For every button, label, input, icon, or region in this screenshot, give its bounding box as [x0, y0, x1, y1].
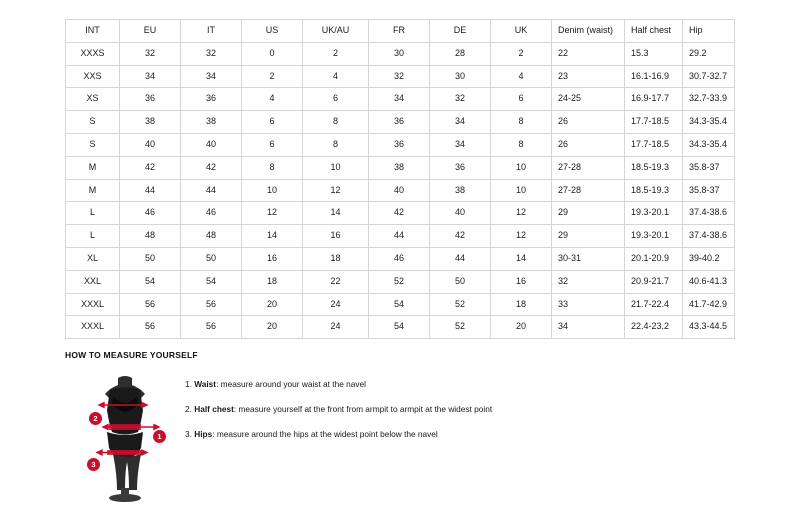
badge-2: 2: [89, 412, 102, 425]
table-row: [66, 65, 735, 88]
cell-us: 6: [242, 133, 303, 156]
cell-hip: 35.8-37: [683, 156, 735, 179]
column-header-it: IT: [181, 20, 242, 43]
cell-denim-waist: 33: [552, 293, 625, 316]
step-number-3: 3.: [185, 428, 192, 439]
cell-fr: 30: [369, 42, 430, 65]
cell-us: 8: [242, 156, 303, 179]
cell-de: 50: [430, 270, 491, 293]
cell-denim-waist: 24-25: [552, 88, 625, 111]
cell-ukau: 8: [303, 133, 369, 156]
cell-eu: 48: [120, 225, 181, 248]
cell-us: 20: [242, 293, 303, 316]
cell-it: 48: [181, 225, 242, 248]
cell-fr: 54: [369, 316, 430, 339]
table-row: [66, 247, 735, 270]
cell-eu: 50: [120, 247, 181, 270]
how-to-measure-section: [65, 350, 735, 504]
cell-it: 34: [181, 65, 242, 88]
cell-fr: 36: [369, 133, 430, 156]
cell-eu: 32: [120, 42, 181, 65]
cell-hip: 34.3-35.4: [683, 133, 735, 156]
cell-de: 36: [430, 156, 491, 179]
table-row: [66, 225, 735, 248]
cell-fr: 52: [369, 270, 430, 293]
table-row: [66, 111, 735, 134]
step-text-half-chest: : measure yourself at the front from armpit to armpit at the widest point: [233, 403, 493, 414]
cell-de: 52: [430, 316, 491, 339]
cell-ukau: 6: [303, 88, 369, 111]
cell-denim-waist: 30-31: [552, 247, 625, 270]
cell-half-chest: 20.9-21.7: [625, 270, 683, 293]
cell-us: 18: [242, 270, 303, 293]
cell-it: 40: [181, 133, 242, 156]
cell-int: M: [66, 156, 120, 179]
cell-uk: 16: [491, 270, 552, 293]
cell-it: 56: [181, 316, 242, 339]
cell-hip: 40.6-41.3: [683, 270, 735, 293]
cell-eu: 44: [120, 179, 181, 202]
cell-us: 14: [242, 225, 303, 248]
cell-de: 52: [430, 293, 491, 316]
cell-ukau: 12: [303, 179, 369, 202]
cell-us: 6: [242, 111, 303, 134]
cell-de: 44: [430, 247, 491, 270]
cell-de: 34: [430, 111, 491, 134]
cell-de: 42: [430, 225, 491, 248]
cell-eu: 46: [120, 202, 181, 225]
cell-it: 54: [181, 270, 242, 293]
cell-hip: 41.7-42.9: [683, 293, 735, 316]
cell-uk: 14: [491, 247, 552, 270]
cell-half-chest: 21.7-22.4: [625, 293, 683, 316]
cell-denim-waist: 34: [552, 316, 625, 339]
cell-half-chest: 19.3-20.1: [625, 202, 683, 225]
cell-half-chest: 18.5-19.3: [625, 156, 683, 179]
cell-int: S: [66, 133, 120, 156]
cell-hip: 35.8-37: [683, 179, 735, 202]
cell-hip: 32.7-33.9: [683, 88, 735, 111]
cell-it: 56: [181, 293, 242, 316]
cell-eu: 56: [120, 316, 181, 339]
step-number-1: 1.: [185, 379, 192, 389]
table-row: [66, 88, 735, 111]
column-header-de: DE: [430, 20, 491, 43]
cell-half-chest: 18.5-19.3: [625, 179, 683, 202]
table-row: [66, 293, 735, 316]
cell-us: 4: [242, 88, 303, 111]
cell-ukau: 24: [303, 316, 369, 339]
how-to-measure-body: [65, 374, 735, 504]
cell-it: 42: [181, 156, 242, 179]
step-number-2: 2.: [185, 403, 192, 414]
cell-int: M: [66, 179, 120, 202]
cell-eu: 56: [120, 293, 181, 316]
cell-uk: 12: [491, 202, 552, 225]
cell-int: XL: [66, 247, 120, 270]
table-row: [66, 133, 735, 156]
measure-steps-list: [185, 374, 735, 455]
size-chart-header: [66, 20, 735, 43]
cell-hip: 37.4-38.6: [683, 202, 735, 225]
mannequin-figure-container: [65, 374, 185, 504]
cell-uk: 8: [491, 133, 552, 156]
cell-uk: 4: [491, 65, 552, 88]
cell-uk: 10: [491, 156, 552, 179]
column-header-denim-waist: Denim (waist): [552, 20, 625, 43]
cell-hip: 34.3-35.4: [683, 111, 735, 134]
cell-fr: 40: [369, 179, 430, 202]
cell-fr: 42: [369, 202, 430, 225]
measure-step-hips: [185, 430, 735, 440]
cell-us: 16: [242, 247, 303, 270]
cell-hip: 39-40.2: [683, 247, 735, 270]
cell-hip: 30.7-32.7: [683, 65, 735, 88]
cell-uk: 8: [491, 111, 552, 134]
cell-ukau: 10: [303, 156, 369, 179]
measure-step-waist: [185, 380, 735, 390]
cell-eu: 42: [120, 156, 181, 179]
size-chart-container: [65, 19, 734, 339]
column-header-eu: EU: [120, 20, 181, 43]
table-header-row: [66, 20, 735, 43]
cell-us: 20: [242, 316, 303, 339]
cell-hip: 43.3-44.5: [683, 316, 735, 339]
cell-eu: 36: [120, 88, 181, 111]
cell-us: 0: [242, 42, 303, 65]
cell-it: 44: [181, 179, 242, 202]
column-header-int: INT: [66, 20, 120, 43]
badge-3: 3: [87, 458, 100, 471]
cell-denim-waist: 26: [552, 133, 625, 156]
cell-int: XXXL: [66, 316, 120, 339]
cell-half-chest: 19.3-20.1: [625, 225, 683, 248]
column-header-hip: Hip: [683, 20, 735, 43]
cell-eu: 34: [120, 65, 181, 88]
cell-it: 50: [181, 247, 242, 270]
cell-half-chest: 22.4-23.2: [625, 316, 683, 339]
cell-hip: 37.4-38.6: [683, 225, 735, 248]
cell-fr: 54: [369, 293, 430, 316]
cell-half-chest: 17.7-18.5: [625, 111, 683, 134]
cell-fr: 44: [369, 225, 430, 248]
cell-de: 34: [430, 133, 491, 156]
step-term-half-chest: Half chest: [194, 403, 234, 414]
cell-de: 40: [430, 202, 491, 225]
cell-de: 28: [430, 42, 491, 65]
cell-denim-waist: 27-28: [552, 179, 625, 202]
cell-fr: 32: [369, 65, 430, 88]
cell-denim-waist: 26: [552, 111, 625, 134]
measure-step-half-chest: [185, 405, 735, 415]
cell-int: XXL: [66, 270, 120, 293]
cell-eu: 40: [120, 133, 181, 156]
cell-denim-waist: 27-28: [552, 156, 625, 179]
cell-int: S: [66, 111, 120, 134]
cell-ukau: 24: [303, 293, 369, 316]
table-row: [66, 179, 735, 202]
table-row: [66, 202, 735, 225]
how-to-measure-title: HOW TO MEASURE YOURSELF: [65, 350, 198, 360]
table-row: [66, 156, 735, 179]
size-chart-table: [65, 19, 735, 339]
cell-it: 32: [181, 42, 242, 65]
cell-uk: 2: [491, 42, 552, 65]
cell-int: XS: [66, 88, 120, 111]
cell-ukau: 4: [303, 65, 369, 88]
cell-it: 36: [181, 88, 242, 111]
cell-uk: 20: [491, 316, 552, 339]
cell-fr: 36: [369, 111, 430, 134]
cell-de: 32: [430, 88, 491, 111]
cell-int: L: [66, 225, 120, 248]
cell-us: 2: [242, 65, 303, 88]
cell-fr: 34: [369, 88, 430, 111]
table-row: [66, 270, 735, 293]
column-header-ukau: UK/AU: [303, 20, 369, 43]
cell-fr: 38: [369, 156, 430, 179]
step-text-waist: : measure around your waist at the navel: [216, 379, 366, 389]
cell-hip: 29.2: [683, 42, 735, 65]
cell-it: 46: [181, 202, 242, 225]
cell-uk: 12: [491, 225, 552, 248]
cell-us: 10: [242, 179, 303, 202]
cell-denim-waist: 29: [552, 225, 625, 248]
step-term-hips: Hips: [194, 428, 213, 439]
cell-it: 38: [181, 111, 242, 134]
cell-int: XXS: [66, 65, 120, 88]
cell-eu: 38: [120, 111, 181, 134]
cell-ukau: 14: [303, 202, 369, 225]
cell-int: XXXL: [66, 293, 120, 316]
badge-1: 1: [153, 430, 166, 443]
column-header-us: US: [242, 20, 303, 43]
column-header-half-chest: Half chest: [625, 20, 683, 43]
cell-half-chest: 20.1-20.9: [625, 247, 683, 270]
cell-ukau: 8: [303, 111, 369, 134]
cell-ukau: 22: [303, 270, 369, 293]
cell-uk: 10: [491, 179, 552, 202]
column-header-uk: UK: [491, 20, 552, 43]
cell-de: 38: [430, 179, 491, 202]
cell-half-chest: 16.1-16.9: [625, 65, 683, 88]
cell-denim-waist: 23: [552, 65, 625, 88]
cell-uk: 18: [491, 293, 552, 316]
cell-uk: 6: [491, 88, 552, 111]
cell-ukau: 18: [303, 247, 369, 270]
step-text-hips: : measure around the hips at the widest point below the navel: [212, 428, 438, 439]
cell-half-chest: 17.7-18.5: [625, 133, 683, 156]
cell-us: 12: [242, 202, 303, 225]
cell-denim-waist: 22: [552, 42, 625, 65]
cell-int: L: [66, 202, 120, 225]
step-term-waist: Waist: [194, 379, 217, 389]
cell-de: 30: [430, 65, 491, 88]
cell-fr: 46: [369, 247, 430, 270]
cell-ukau: 2: [303, 42, 369, 65]
table-row: [66, 42, 735, 65]
column-header-fr: FR: [369, 20, 430, 43]
cell-denim-waist: 32: [552, 270, 625, 293]
cell-ukau: 16: [303, 225, 369, 248]
size-chart-body: [66, 42, 735, 338]
cell-int: XXXS: [66, 42, 120, 65]
cell-denim-waist: 29: [552, 202, 625, 225]
table-row: [66, 316, 735, 339]
cell-eu: 54: [120, 270, 181, 293]
cell-half-chest: 16.9-17.7: [625, 88, 683, 111]
cell-half-chest: 15.3: [625, 42, 683, 65]
